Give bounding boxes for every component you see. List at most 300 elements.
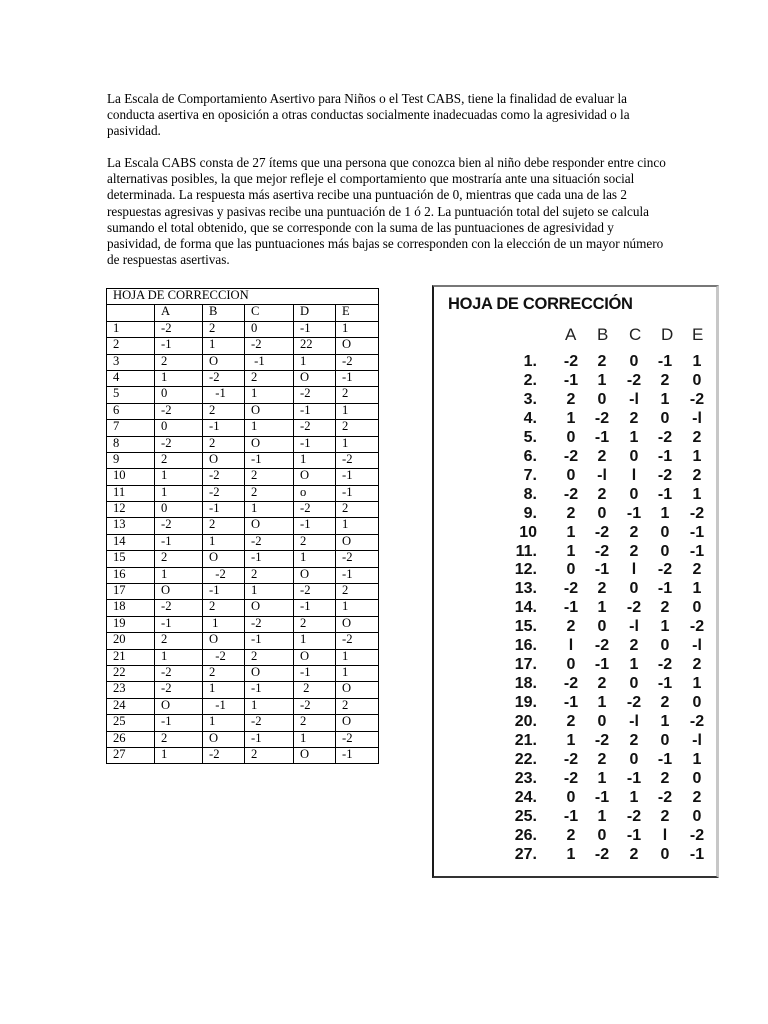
scanned-item-number-text: 14. bbox=[514, 599, 537, 617]
cell-b: O bbox=[203, 551, 245, 567]
scanned-cell-c: -1 bbox=[626, 769, 642, 787]
item-number: 8 bbox=[107, 436, 155, 452]
cell-d: -2 bbox=[294, 698, 336, 714]
cell-a: -2 bbox=[155, 403, 203, 419]
scanned-cell-e: 1 bbox=[692, 447, 702, 465]
scanned-cell-a: -1 bbox=[563, 807, 579, 825]
cell-e: O bbox=[336, 715, 379, 731]
scanned-cell-a: 2 bbox=[566, 390, 576, 408]
scanned-cell-d: 2 bbox=[660, 694, 670, 712]
table-row bbox=[107, 338, 379, 354]
scanned-row bbox=[434, 561, 716, 580]
scanned-row bbox=[434, 505, 716, 524]
header-blank bbox=[107, 305, 155, 321]
cell-a: 2 bbox=[155, 452, 203, 468]
cell-d: O bbox=[294, 649, 336, 665]
cell-e: -2 bbox=[336, 354, 379, 370]
scanned-cell-d: l bbox=[662, 826, 668, 844]
scanned-row bbox=[434, 543, 716, 562]
cell-e: O bbox=[336, 682, 379, 698]
item-number: 5 bbox=[107, 387, 155, 403]
scanned-cell-c: 1 bbox=[629, 656, 639, 674]
scanned-cell-e: 2 bbox=[692, 428, 702, 446]
cell-d: O bbox=[294, 567, 336, 583]
scanned-cell-d: 2 bbox=[660, 371, 670, 389]
scanned-cell-e: 1 bbox=[692, 750, 702, 768]
cell-d: -2 bbox=[294, 420, 336, 436]
cell-a: 1 bbox=[155, 485, 203, 501]
scanned-item-number-text: 26. bbox=[514, 826, 537, 844]
cell-a: -1 bbox=[155, 534, 203, 550]
scanned-row bbox=[434, 846, 716, 865]
cell-d: 2 bbox=[294, 682, 336, 698]
cell-d: o bbox=[294, 485, 336, 501]
cell-e: -1 bbox=[336, 469, 379, 485]
scanned-cell-b: 0 bbox=[597, 713, 607, 731]
cell-b: O bbox=[203, 452, 245, 468]
scanned-item-number-text: 3. bbox=[523, 390, 537, 408]
cell-d: 1 bbox=[294, 551, 336, 567]
scanned-cell-d: -1 bbox=[657, 353, 673, 370]
cell-c: 0 bbox=[245, 321, 294, 337]
cell-d: -1 bbox=[294, 403, 336, 419]
cell-b: -1 bbox=[203, 584, 245, 600]
table-header-row bbox=[107, 305, 379, 321]
header-d: D bbox=[294, 305, 336, 321]
scanned-cell-a: 2 bbox=[566, 713, 576, 731]
scanned-cell-a: 1 bbox=[566, 732, 576, 749]
scanned-cell-c: -2 bbox=[626, 371, 642, 389]
scanned-row bbox=[434, 599, 716, 618]
cell-d: -2 bbox=[294, 387, 336, 403]
scanned-cell-b: -2 bbox=[594, 845, 610, 863]
cell-c: 1 bbox=[245, 698, 294, 714]
scanned-header-b: B bbox=[597, 325, 609, 344]
scanned-cell-d: -1 bbox=[657, 447, 673, 465]
cell-d: 1 bbox=[294, 452, 336, 468]
cell-e: 2 bbox=[336, 420, 379, 436]
scanned-cell-e: -1 bbox=[689, 523, 705, 541]
scanned-cell-d: -1 bbox=[657, 675, 673, 693]
scanned-cell-d: -1 bbox=[657, 750, 673, 768]
cell-e: 1 bbox=[336, 436, 379, 452]
cell-a: 1 bbox=[155, 469, 203, 485]
scanned-item-number-text: 20. bbox=[514, 713, 537, 731]
table-row bbox=[107, 502, 379, 518]
cell-b: 2 bbox=[203, 600, 245, 616]
table-row bbox=[107, 633, 379, 649]
cell-c: -1 bbox=[245, 682, 294, 698]
scanned-cell-b: 0 bbox=[597, 504, 607, 522]
scanned-cell-a: -1 bbox=[563, 599, 579, 617]
scanned-cell-b: -1 bbox=[594, 656, 610, 674]
scanned-item-number-text: 5. bbox=[523, 428, 537, 446]
table-row bbox=[107, 665, 379, 681]
cell-b: 1 bbox=[203, 715, 245, 731]
scanned-cell-e: -2 bbox=[689, 504, 705, 522]
scanned-cell-e: -1 bbox=[689, 542, 705, 560]
cell-c: O bbox=[245, 665, 294, 681]
cell-a: -2 bbox=[155, 436, 203, 452]
cell-e: O bbox=[336, 616, 379, 632]
scanned-row bbox=[434, 637, 716, 656]
scanned-cell-b: 2 bbox=[597, 353, 607, 370]
cell-a: -2 bbox=[155, 600, 203, 616]
cell-a: 1 bbox=[155, 567, 203, 583]
cell-b: 1 bbox=[203, 682, 245, 698]
scanned-cell-a: 1 bbox=[566, 845, 576, 863]
scanned-cell-b: 1 bbox=[597, 694, 607, 712]
cell-c: 2 bbox=[245, 370, 294, 386]
scanned-row bbox=[434, 808, 716, 827]
cell-c: -1 bbox=[245, 354, 294, 370]
scanned-cell-a: -2 bbox=[563, 447, 579, 465]
scanned-cell-c: -1 bbox=[626, 504, 642, 522]
scanned-item-number-text: 17. bbox=[514, 656, 537, 674]
cell-d: -1 bbox=[294, 321, 336, 337]
scanned-cell-a: 0 bbox=[566, 561, 576, 579]
cell-c: 1 bbox=[245, 387, 294, 403]
scanned-cell-e: -2 bbox=[689, 826, 705, 844]
table-row bbox=[107, 387, 379, 403]
cell-d: 2 bbox=[294, 534, 336, 550]
cell-b: -1 bbox=[203, 698, 245, 714]
scanned-cell-c: 2 bbox=[629, 845, 639, 863]
scanned-cell-a: -2 bbox=[563, 485, 579, 503]
table-row bbox=[107, 715, 379, 731]
cell-c: O bbox=[245, 518, 294, 534]
table-row bbox=[107, 747, 379, 763]
scanned-cell-e: 2 bbox=[692, 788, 702, 806]
table-row bbox=[107, 518, 379, 534]
scanned-cell-e: 0 bbox=[692, 807, 702, 825]
scanned-cell-e: -2 bbox=[689, 390, 705, 408]
scanned-item-number-text: 4. bbox=[523, 409, 537, 427]
cell-b: O bbox=[203, 633, 245, 649]
table-row bbox=[107, 321, 379, 337]
cell-a: -1 bbox=[155, 715, 203, 731]
scanned-cell-b: 2 bbox=[597, 750, 607, 768]
scanned-cell-a: -1 bbox=[563, 371, 579, 389]
scanned-cell-d: 0 bbox=[660, 637, 670, 655]
cell-e: -1 bbox=[336, 485, 379, 501]
cell-e: 2 bbox=[336, 584, 379, 600]
scanned-cell-e: -2 bbox=[689, 713, 705, 731]
cell-d: O bbox=[294, 747, 336, 763]
scanned-cell-d: -2 bbox=[657, 561, 673, 579]
scanned-cell-e: 0 bbox=[692, 769, 702, 787]
cell-c: -2 bbox=[245, 616, 294, 632]
cell-b: -2 bbox=[203, 649, 245, 665]
scanned-cell-a: 2 bbox=[566, 618, 576, 636]
scanned-cell-b: 2 bbox=[597, 580, 607, 598]
table-row bbox=[107, 354, 379, 370]
scanned-cell-b: 1 bbox=[597, 371, 607, 389]
scanned-cell-d: 2 bbox=[660, 599, 670, 617]
header-c: C bbox=[245, 305, 294, 321]
scanned-cell-e: 2 bbox=[692, 656, 702, 674]
table-row bbox=[107, 616, 379, 632]
scanned-item-number-text: 8. bbox=[523, 485, 537, 503]
table-row bbox=[107, 420, 379, 436]
cell-e: 2 bbox=[336, 502, 379, 518]
cell-e: O bbox=[336, 338, 379, 354]
cell-e: O bbox=[336, 534, 379, 550]
cell-c: 1 bbox=[245, 420, 294, 436]
cell-a: 1 bbox=[155, 370, 203, 386]
scanned-cell-a: -2 bbox=[563, 769, 579, 787]
scanned-cell-a: 0 bbox=[566, 788, 576, 806]
table-row bbox=[107, 567, 379, 583]
scanned-cell-c: 2 bbox=[629, 523, 639, 541]
scanned-cell-a: -2 bbox=[563, 675, 579, 693]
scanned-cell-c: -2 bbox=[626, 599, 642, 617]
cell-a: -1 bbox=[155, 616, 203, 632]
cell-c: -2 bbox=[245, 715, 294, 731]
scanned-row bbox=[434, 675, 716, 694]
scanned-cell-b: -2 bbox=[594, 732, 610, 749]
scanned-cell-b: -2 bbox=[594, 409, 610, 427]
scanned-cell-b: -1 bbox=[594, 788, 610, 806]
scanned-cell-b: 0 bbox=[597, 618, 607, 636]
scanned-item-number-text: 22. bbox=[514, 750, 537, 768]
cell-b: -2 bbox=[203, 747, 245, 763]
item-number: 9 bbox=[107, 452, 155, 468]
scanned-row bbox=[434, 789, 716, 808]
scanned-cell-e: 2 bbox=[692, 561, 702, 579]
scanned-cell-e: 2 bbox=[692, 466, 702, 484]
cell-c: O bbox=[245, 436, 294, 452]
scanned-cell-d: 2 bbox=[660, 769, 670, 787]
cell-b: -2 bbox=[203, 485, 245, 501]
description-paragraph: La Escala CABS consta de 27 ítems que una persona que conozca bien al niño debe responder entre cinco alternativas posibles, la que mejor refleje el comportamiento que mostraría ante una situación social determinada. La respuesta más asertiva recibe una puntuación de 0, mientras que cada una de las 2 respuestas agresivas y pasivas recibe una puntuación de 1 ó 2. La puntuación total del sujeto se calcula sumando el total obtenido, que se corresponde con la suma de las puntuaciones de agresividad y pasividad, de forma que las puntuaciones más bajas se corresponden con la elección de un mayor número de respuestas asertivas. bbox=[107, 155, 666, 268]
scanned-cell-c: 0 bbox=[629, 353, 639, 370]
cell-d: -1 bbox=[294, 436, 336, 452]
scanned-row bbox=[434, 713, 716, 732]
cell-a: 1 bbox=[155, 747, 203, 763]
scanned-cell-b: -l bbox=[597, 466, 607, 484]
scanned-cell-d: 1 bbox=[660, 504, 670, 522]
cell-b: -1 bbox=[203, 420, 245, 436]
scanned-item-number-text: 6. bbox=[523, 447, 537, 465]
scanned-row bbox=[434, 580, 716, 599]
scanned-item-number-text: 10 bbox=[519, 523, 537, 541]
scanned-cell-b: -2 bbox=[594, 542, 610, 560]
scanned-item-number-text: 25. bbox=[514, 807, 537, 825]
scanned-item-number-text: 18. bbox=[514, 675, 537, 693]
scanned-cell-b: 1 bbox=[597, 599, 607, 617]
cell-e: 2 bbox=[336, 698, 379, 714]
cell-b: 2 bbox=[203, 436, 245, 452]
item-number: 19 bbox=[107, 616, 155, 632]
scanned-cell-b: 1 bbox=[597, 807, 607, 825]
item-number: 21 bbox=[107, 649, 155, 665]
scanned-cell-a: 0 bbox=[566, 656, 576, 674]
scanned-cell-d: -2 bbox=[657, 466, 673, 484]
cell-c: 2 bbox=[245, 485, 294, 501]
item-number: 25 bbox=[107, 715, 155, 731]
scanned-cell-e: -l bbox=[692, 409, 702, 427]
scanned-cell-c: l bbox=[631, 561, 637, 579]
cell-a: 2 bbox=[155, 551, 203, 567]
cell-c: 2 bbox=[245, 567, 294, 583]
item-number: 24 bbox=[107, 698, 155, 714]
item-number: 11 bbox=[107, 485, 155, 501]
cell-b: -2 bbox=[203, 469, 245, 485]
cell-c: 2 bbox=[245, 747, 294, 763]
scanned-cell-d: 0 bbox=[660, 732, 670, 749]
scanned-cell-c: l bbox=[631, 466, 637, 484]
scanned-header-e: E bbox=[692, 325, 704, 344]
cell-b: 2 bbox=[203, 518, 245, 534]
table-row bbox=[107, 436, 379, 452]
scanned-item-number-text: 27. bbox=[514, 845, 537, 863]
cell-d: -2 bbox=[294, 502, 336, 518]
scanned-row bbox=[434, 618, 716, 637]
cell-d: 1 bbox=[294, 633, 336, 649]
scanned-row bbox=[434, 751, 716, 770]
scanned-cell-c: 0 bbox=[629, 447, 639, 465]
cell-d: 1 bbox=[294, 731, 336, 747]
scanned-cell-a: -2 bbox=[563, 750, 579, 768]
scanned-cell-a: 0 bbox=[566, 428, 576, 446]
cell-b: 1 bbox=[203, 338, 245, 354]
scanned-cell-d: -1 bbox=[657, 485, 673, 503]
cell-c: 1 bbox=[245, 502, 294, 518]
item-number: 22 bbox=[107, 665, 155, 681]
scanned-row bbox=[434, 410, 716, 429]
scanned-cell-d: -2 bbox=[657, 656, 673, 674]
item-number: 15 bbox=[107, 551, 155, 567]
item-number: 17 bbox=[107, 584, 155, 600]
item-number: 16 bbox=[107, 567, 155, 583]
item-number: 26 bbox=[107, 731, 155, 747]
scanned-cell-d: -1 bbox=[657, 580, 673, 598]
item-number: 27 bbox=[107, 747, 155, 763]
scanned-row bbox=[434, 770, 716, 789]
table-row bbox=[107, 469, 379, 485]
item-number: 3 bbox=[107, 354, 155, 370]
cell-b: -1 bbox=[203, 387, 245, 403]
scanned-header-c: C bbox=[629, 325, 642, 344]
header-e: E bbox=[336, 305, 379, 321]
scanned-row bbox=[434, 429, 716, 448]
scanned-cell-c: 0 bbox=[629, 580, 639, 598]
cell-d: O bbox=[294, 469, 336, 485]
scanned-cell-a: 1 bbox=[566, 409, 576, 427]
scanned-row bbox=[434, 732, 716, 751]
scanned-cell-b: 2 bbox=[597, 485, 607, 503]
scanned-cell-b: 0 bbox=[597, 390, 607, 408]
cell-e: -1 bbox=[336, 370, 379, 386]
cell-c: -1 bbox=[245, 633, 294, 649]
scanned-header-d: D bbox=[661, 325, 674, 344]
cell-d: O bbox=[294, 370, 336, 386]
scanned-cell-c: 2 bbox=[629, 542, 639, 560]
table-row bbox=[107, 370, 379, 386]
cell-e: 1 bbox=[336, 600, 379, 616]
scanned-item-number-text: 9. bbox=[523, 504, 537, 522]
cell-a: 2 bbox=[155, 731, 203, 747]
cell-a: -2 bbox=[155, 518, 203, 534]
scanned-cell-c: 0 bbox=[629, 485, 639, 503]
cell-d: 22 bbox=[294, 338, 336, 354]
item-number: 18 bbox=[107, 600, 155, 616]
scanned-cell-d: 1 bbox=[660, 390, 670, 408]
table-row bbox=[107, 485, 379, 501]
scanned-cell-e: 1 bbox=[692, 353, 702, 370]
cell-c: O bbox=[245, 600, 294, 616]
cell-c: O bbox=[245, 403, 294, 419]
scanned-cell-e: 0 bbox=[692, 599, 702, 617]
cell-a: 0 bbox=[155, 502, 203, 518]
scanned-cell-b: -1 bbox=[594, 561, 610, 579]
table-row bbox=[107, 731, 379, 747]
scanned-cell-d: 1 bbox=[660, 713, 670, 731]
scanned-cell-b: 1 bbox=[597, 769, 607, 787]
cell-b: -2 bbox=[203, 370, 245, 386]
cell-a: -2 bbox=[155, 682, 203, 698]
scanned-item-number-text: 19. bbox=[514, 694, 537, 712]
scanned-correction-sheet bbox=[432, 285, 719, 878]
scanned-item-number-text: 2. bbox=[523, 371, 537, 389]
scanned-cell-c: -1 bbox=[626, 826, 642, 844]
scanned-cell-b: 2 bbox=[597, 447, 607, 465]
correction-table bbox=[106, 288, 379, 764]
item-number: 14 bbox=[107, 534, 155, 550]
scanned-cell-c: -l bbox=[629, 390, 639, 408]
cell-e: 1 bbox=[336, 518, 379, 534]
item-number: 4 bbox=[107, 370, 155, 386]
scanned-row bbox=[434, 448, 716, 467]
scanned-item-number-text: 24. bbox=[514, 788, 537, 806]
cell-d: 2 bbox=[294, 715, 336, 731]
cell-a: 1 bbox=[155, 649, 203, 665]
cell-b: O bbox=[203, 731, 245, 747]
cell-a: -1 bbox=[155, 338, 203, 354]
cell-e: -1 bbox=[336, 567, 379, 583]
cell-e: 1 bbox=[336, 321, 379, 337]
cell-d: -1 bbox=[294, 665, 336, 681]
item-number: 7 bbox=[107, 420, 155, 436]
cell-c: 2 bbox=[245, 469, 294, 485]
table-title-row bbox=[107, 289, 379, 305]
scanned-cell-e: -l bbox=[692, 732, 702, 749]
item-number: 23 bbox=[107, 682, 155, 698]
cell-b: -2 bbox=[203, 567, 245, 583]
cell-c: -1 bbox=[245, 551, 294, 567]
table-row bbox=[107, 534, 379, 550]
cell-e: -2 bbox=[336, 551, 379, 567]
cell-c: -1 bbox=[245, 731, 294, 747]
cell-a: 0 bbox=[155, 387, 203, 403]
scanned-cell-e: 1 bbox=[692, 485, 702, 503]
scanned-cell-a: 2 bbox=[566, 504, 576, 522]
cell-e: -2 bbox=[336, 731, 379, 747]
scanned-item-number-text: 13. bbox=[514, 580, 537, 598]
cell-d: 1 bbox=[294, 354, 336, 370]
cell-e: 1 bbox=[336, 665, 379, 681]
scanned-cell-b: -2 bbox=[594, 523, 610, 541]
scanned-cell-d: 0 bbox=[660, 523, 670, 541]
scanned-cell-d: -2 bbox=[657, 428, 673, 446]
item-number: 6 bbox=[107, 403, 155, 419]
scanned-row bbox=[434, 827, 716, 846]
scanned-row bbox=[434, 372, 716, 391]
table-row bbox=[107, 584, 379, 600]
table-row bbox=[107, 698, 379, 714]
scanned-cell-c: 2 bbox=[629, 637, 639, 655]
